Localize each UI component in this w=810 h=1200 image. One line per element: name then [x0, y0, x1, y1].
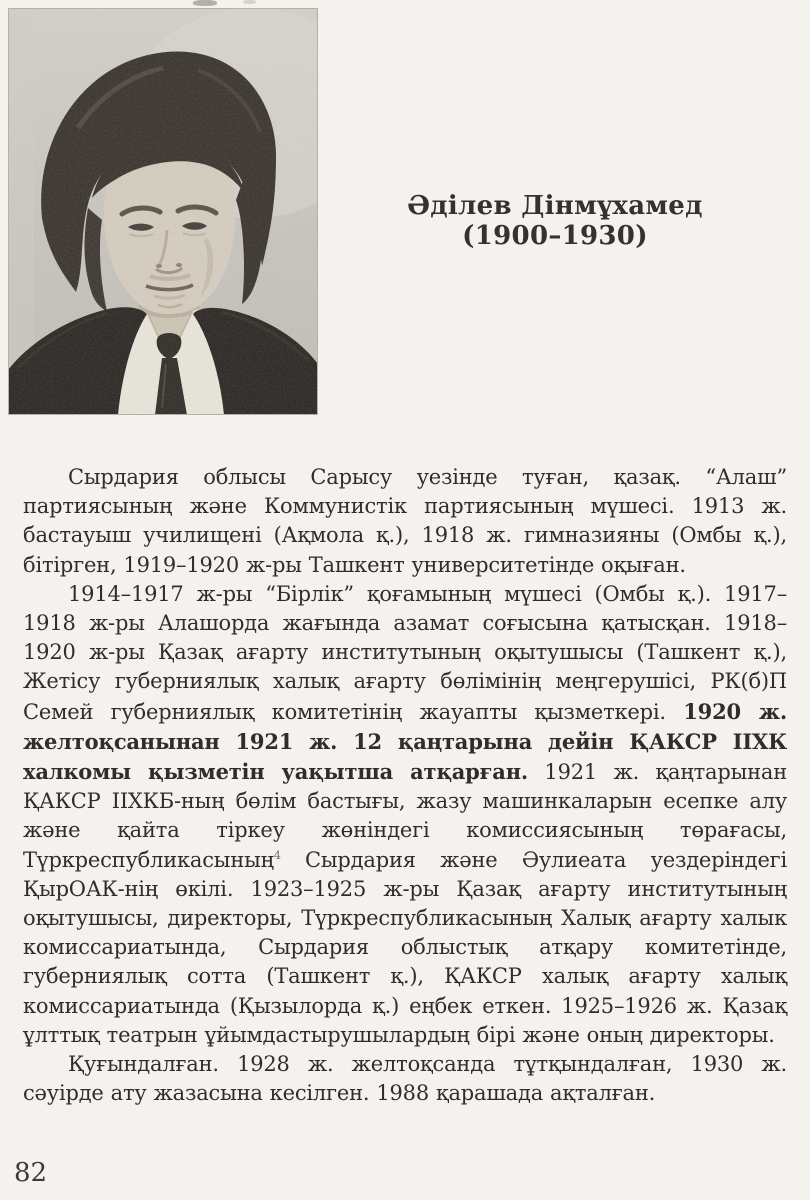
scan-artifact — [243, 0, 256, 4]
scan-artifact — [193, 0, 217, 6]
paragraph — [23, 1050, 787, 1108]
portrait-photo — [8, 8, 318, 415]
text-segment-normal: 1921 ж. қаңтарынан ҚАКСР ІІХКБ-ның бөлім бастығы, жазу машинкаларын есепке алу және қайта тіркеу жөніндегі комиссиясының төрағасы, Түркреспубликасының — [23, 760, 787, 872]
entry-heading — [380, 191, 730, 251]
person-years: (1900–1930) — [462, 221, 648, 251]
portrait-photo-image — [8, 8, 318, 415]
article-body — [23, 463, 787, 1108]
text-segment-normal: Сырдария және Әулиеата уездеріндегі ҚырОАК-нің өкілі. 1923–1925 ж-ры Қазақ ағарту институтының оқытушысы, директоры, Түркреспубликасының Халық ағарту халык комиссариатында, Сырдария облыстық атқару комитетінде, губерниялық сотта (Ташкент қ.), ҚАКСР халық ағарту халық комиссариатында (Қызылорда қ.) еңбек еткен. 1925–1926 ж. Қазақ ұлттық театрын ұйымдастырушылардың бірі және оның директоры. — [23, 847, 787, 1047]
person-name: Әділев Дінмұхамед — [407, 191, 703, 221]
paragraph — [23, 463, 787, 580]
page-number: 82 — [14, 1158, 48, 1188]
text-segment-sup: 4 — [273, 848, 281, 862]
text-segment-normal: Қуғындалған. 1928 ж. желтоқсанда тұтқындалған, 1930 ж. сәуірде ату жазасына кесілген. 1988 қарашада ақталған. — [23, 1052, 787, 1106]
paragraph — [23, 580, 787, 1050]
text-segment-bold: 1920 ж. желтоқсанынан 1921 ж. 12 қаңтарына дейін ҚАКСР ІІХК халкомы қызметін уақытша атқарған. — [23, 698, 787, 785]
text-segment-normal: 1914–1917 ж-ры “Бірлік” қоғамының мүшесі (Омбы қ.). 1917–1918 ж-ры Алашорда жағында азамат соғысына қатысқан. 1918–1920 ж-ры Қазақ ағарту институтының оқытушысы (Ташкент қ.), Жетісу губерниялық халық ағарту бөлімінің меңгерушісі, РК(б)П Семей губерниялық комитетінің жауапты қызметкері. — [23, 581, 787, 724]
text-segment-normal: Сырдария облысы Сарысу уезінде туған, қазақ. “Алаш” партиясының және Коммунистік партиясының мүшесі. 1913 ж. бастауыш училищені (Ақмола қ.), 1918 ж. гимназияны (Омбы қ.), бітірген, 1919–1920 ж-ры Ташкент университетінде оқыған. — [23, 465, 787, 577]
